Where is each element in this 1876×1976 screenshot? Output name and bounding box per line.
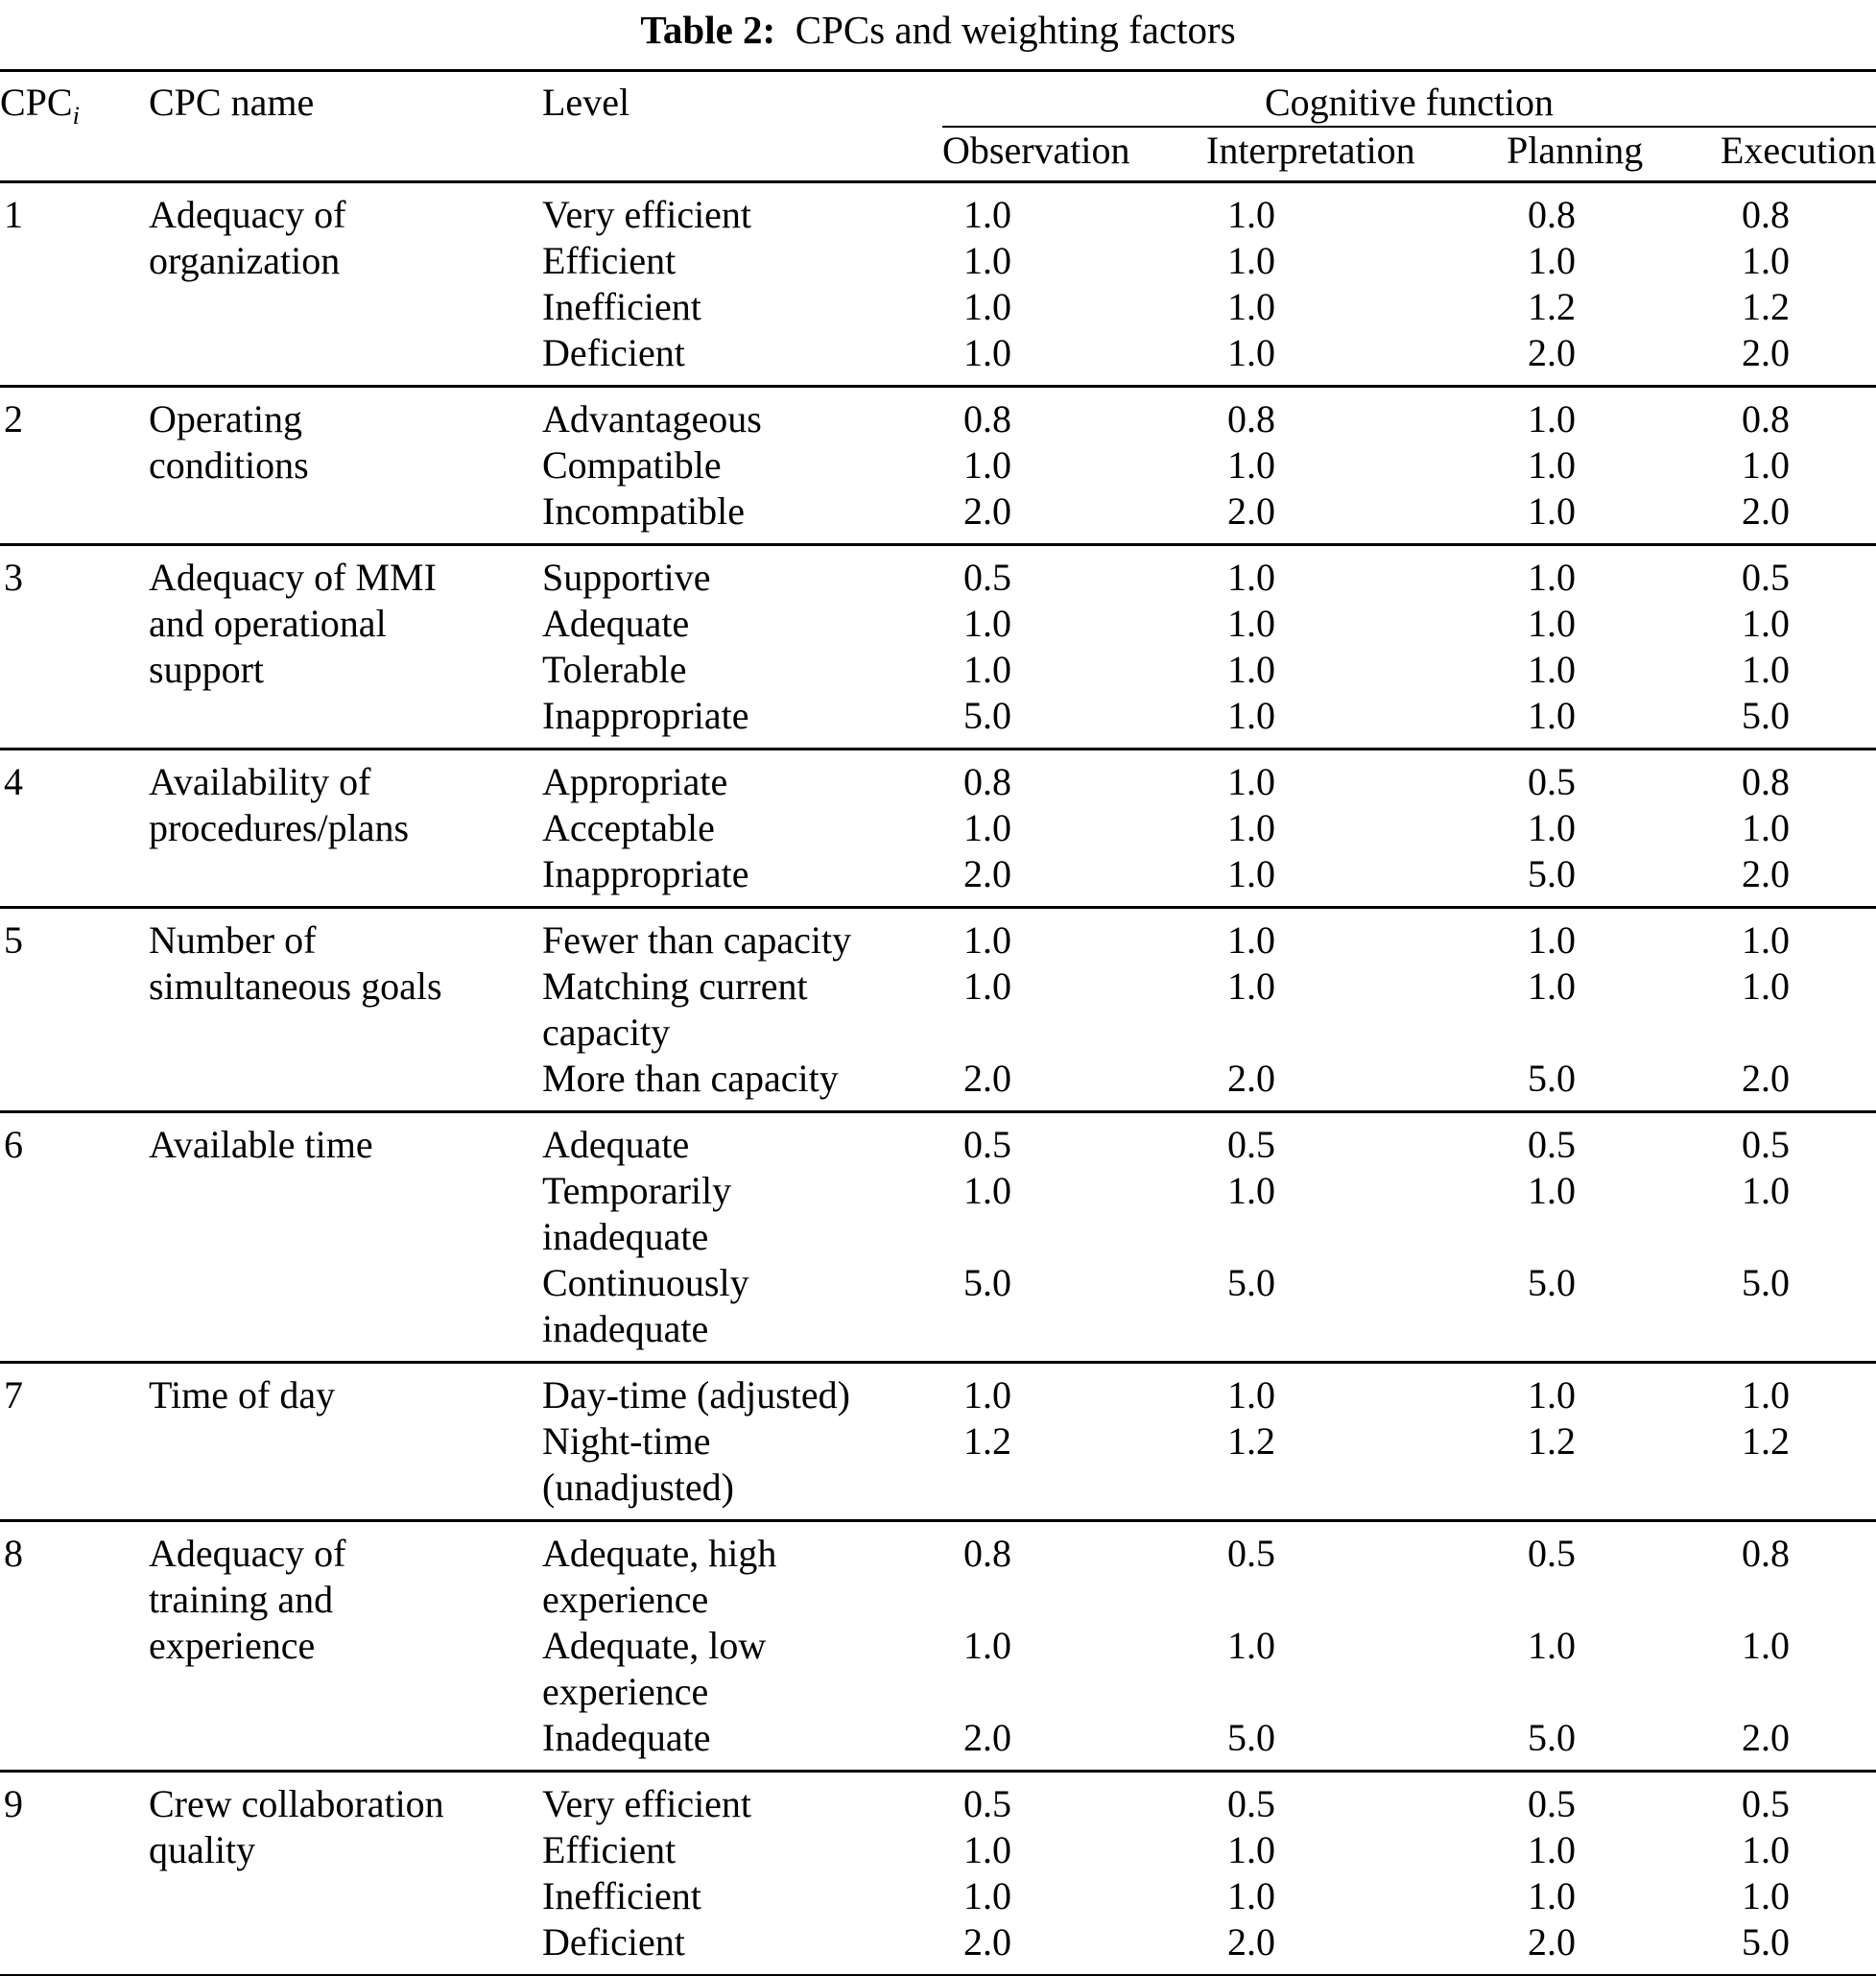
table-caption (0, 0, 1876, 69)
level-cell: Deficient (542, 331, 685, 374)
cpc-index-cell: 7 (4, 1373, 23, 1417)
weight-cell-observation: 1.0 (963, 285, 1011, 328)
weight-cell-execution: 0.8 (1742, 193, 1790, 236)
level-cell: Adequate, high experience (542, 1532, 777, 1621)
level-cell: Very efficient (542, 1782, 752, 1825)
weight-cell-planning: 1.0 (1528, 443, 1576, 487)
weight-cell-interpretation: 1.0 (1227, 193, 1275, 236)
cpc-index-cell: 1 (4, 193, 23, 236)
weight-cell-planning: 1.0 (1528, 806, 1576, 849)
weight-cell-observation: 1.0 (963, 964, 1011, 1008)
weight-cell-interpretation: 1.0 (1227, 918, 1275, 962)
cpc-group (0, 182, 1876, 387)
table-caption-label: Table 2: (640, 8, 776, 52)
level-cell: Matching current capacity (542, 964, 808, 1054)
weight-cell-execution: 1.0 (1742, 1373, 1790, 1417)
weight-cell-interpretation: 1.0 (1227, 806, 1275, 849)
weight-cell-planning: 1.0 (1528, 1169, 1576, 1212)
level-cell: Inefficient (542, 285, 701, 328)
weight-cell-observation: 0.8 (963, 397, 1011, 440)
weight-cell-planning: 1.0 (1528, 1828, 1576, 1871)
weight-cell-execution: 1.0 (1742, 964, 1790, 1008)
cpc-name-cell: Adequacy of MMI and operational support (149, 556, 437, 691)
weight-cell-planning: 1.0 (1528, 397, 1576, 440)
weight-cell-execution: 5.0 (1742, 1920, 1790, 1964)
col-header-cpc-name: CPC name (149, 81, 315, 124)
weight-cell-planning: 1.0 (1528, 964, 1576, 1008)
level-cell: Compatible (542, 443, 722, 487)
weight-cell-interpretation: 1.0 (1227, 1624, 1275, 1667)
table-row (0, 1772, 1876, 1828)
caption-spacer (775, 8, 796, 52)
col-header-interpretation: Interpretation (1206, 129, 1415, 172)
weight-cell-interpretation: 1.0 (1227, 1828, 1275, 1871)
cpc-name-cell: Number of simultaneous goals (149, 918, 442, 1008)
level-cell: Temporarily inadequate (542, 1169, 732, 1258)
weight-cell-observation: 2.0 (963, 1920, 1011, 1964)
cpc-name-cell: Available time (149, 1123, 373, 1166)
weight-cell-execution: 1.0 (1742, 443, 1790, 487)
weight-cell-planning: 5.0 (1528, 852, 1576, 895)
level-cell: Inappropriate (542, 694, 749, 737)
weight-cell-execution: 1.0 (1742, 239, 1790, 282)
weight-cell-observation: 1.0 (963, 918, 1011, 962)
weight-cell-planning: 5.0 (1528, 1716, 1576, 1759)
weight-cell-execution: 1.0 (1742, 1874, 1790, 1917)
weight-cell-observation: 0.5 (963, 1123, 1011, 1166)
cpc-index-cell: 4 (4, 760, 23, 803)
weight-cell-observation: 1.0 (963, 806, 1011, 849)
weight-cell-interpretation: 1.0 (1227, 331, 1275, 374)
weight-cell-planning: 5.0 (1528, 1261, 1576, 1304)
cpc-group (0, 1363, 1876, 1521)
weight-cell-execution: 1.0 (1742, 806, 1790, 849)
level-cell: Night-time (unadjusted) (542, 1419, 734, 1509)
weight-cell-planning: 2.0 (1528, 331, 1576, 374)
cpc-group (0, 908, 1876, 1112)
weight-cell-interpretation: 1.0 (1227, 1874, 1275, 1917)
weight-cell-interpretation: 1.0 (1227, 239, 1275, 282)
weight-cell-planning: 0.8 (1528, 193, 1576, 236)
weight-cell-observation: 1.0 (963, 1373, 1011, 1417)
weight-cell-execution: 1.0 (1742, 918, 1790, 962)
weight-cell-observation: 1.0 (963, 1828, 1011, 1871)
weight-cell-planning: 5.0 (1528, 1057, 1576, 1100)
level-cell: Adequate (542, 602, 690, 645)
weight-cell-execution: 2.0 (1742, 331, 1790, 374)
col-header-level: Level (542, 81, 630, 124)
table-row (0, 387, 1876, 443)
cpc-name-cell: Adequacy of organization (149, 193, 346, 282)
table-row (0, 1363, 1876, 1419)
weight-cell-interpretation: 1.0 (1227, 760, 1275, 803)
weight-cell-observation: 1.0 (963, 443, 1011, 487)
weight-cell-interpretation: 1.0 (1227, 964, 1275, 1008)
level-cell: Inefficient (542, 1874, 701, 1917)
weight-cell-observation: 0.5 (963, 1782, 1011, 1825)
weight-cell-observation: 5.0 (963, 1261, 1011, 1304)
weight-cell-planning: 1.2 (1528, 285, 1576, 328)
level-cell: Continuously inadequate (542, 1261, 749, 1350)
weight-cell-observation: 1.0 (963, 1874, 1011, 1917)
weight-cell-interpretation: 1.0 (1227, 852, 1275, 895)
level-cell: Inappropriate (542, 852, 749, 895)
cpc-group (0, 545, 1876, 750)
table-row (0, 1521, 1876, 1624)
weight-cell-observation: 0.8 (963, 1532, 1011, 1575)
table-header (0, 71, 1876, 182)
weight-cell-observation: 1.0 (963, 193, 1011, 236)
col-header-cognitive-function: Cognitive function (942, 71, 1876, 128)
weight-cell-observation: 1.0 (963, 1169, 1011, 1212)
cpc-name-cell: Adequacy of training and experience (149, 1532, 346, 1667)
weight-cell-execution: 2.0 (1742, 1716, 1790, 1759)
weight-cell-interpretation: 1.0 (1227, 285, 1275, 328)
weight-cell-interpretation: 1.0 (1227, 443, 1275, 487)
weight-cell-planning: 1.0 (1528, 694, 1576, 737)
cpc-index-cell: 6 (4, 1123, 23, 1166)
weight-cell-observation: 1.0 (963, 648, 1011, 691)
cpc-name-cell: Availability of procedures/plans (149, 760, 410, 849)
weight-cell-execution: 1.0 (1742, 602, 1790, 645)
weight-cell-interpretation: 0.5 (1227, 1532, 1275, 1575)
weight-cell-planning: 0.5 (1528, 1123, 1576, 1166)
cpc-group (0, 750, 1876, 908)
cpc-group (0, 1112, 1876, 1363)
weight-cell-execution: 1.2 (1742, 285, 1790, 328)
weight-cell-planning: 0.5 (1528, 1782, 1576, 1825)
weight-cell-execution: 1.0 (1742, 1828, 1790, 1871)
col-header-observation: Observation (942, 129, 1130, 172)
weight-cell-interpretation: 2.0 (1227, 1920, 1275, 1964)
weight-cell-planning: 0.5 (1528, 760, 1576, 803)
col-header-planning: Planning (1507, 129, 1644, 172)
weight-cell-planning: 0.5 (1528, 1532, 1576, 1575)
cpc-index-cell: 3 (4, 556, 23, 599)
level-cell: Advantageous (542, 397, 762, 440)
col-header-execution: Execution (1721, 129, 1876, 172)
weight-cell-observation: 0.5 (963, 556, 1011, 599)
weight-cell-interpretation: 2.0 (1227, 1057, 1275, 1100)
weight-cell-interpretation: 5.0 (1227, 1261, 1275, 1304)
level-cell: Incompatible (542, 489, 746, 533)
weight-cell-observation: 1.0 (963, 239, 1011, 282)
cpc-group (0, 1772, 1876, 1976)
level-cell: Appropriate (542, 760, 728, 803)
weight-cell-observation: 0.8 (963, 760, 1011, 803)
col-header-cpc-base: CPC (0, 81, 73, 124)
weight-cell-execution: 0.5 (1742, 1123, 1790, 1166)
weight-cell-observation: 1.0 (963, 1624, 1011, 1667)
weight-cell-execution: 1.0 (1742, 648, 1790, 691)
weight-cell-planning: 2.0 (1528, 1920, 1576, 1964)
weight-cell-planning: 1.0 (1528, 239, 1576, 282)
table-row (0, 182, 1876, 239)
weight-cell-planning: 1.0 (1528, 918, 1576, 962)
weight-cell-execution: 1.0 (1742, 1624, 1790, 1667)
weight-cell-planning: 1.0 (1528, 489, 1576, 533)
level-cell: Deficient (542, 1920, 685, 1964)
weight-cell-observation: 2.0 (963, 852, 1011, 895)
weight-cell-interpretation: 1.2 (1227, 1419, 1275, 1463)
weight-cell-interpretation: 1.0 (1227, 556, 1275, 599)
table-row (0, 1112, 1876, 1169)
weight-cell-interpretation: 0.8 (1227, 397, 1275, 440)
level-cell: Acceptable (542, 806, 715, 849)
weight-cell-planning: 1.0 (1528, 1624, 1576, 1667)
weight-cell-observation: 5.0 (963, 694, 1011, 737)
level-cell: Day-time (adjusted) (542, 1373, 850, 1417)
weight-cell-observation: 2.0 (963, 1716, 1011, 1759)
table-row (0, 750, 1876, 806)
weight-cell-planning: 1.0 (1528, 1373, 1576, 1417)
weight-cell-planning: 1.0 (1528, 556, 1576, 599)
weight-cell-execution: 2.0 (1742, 852, 1790, 895)
weight-cell-execution: 0.8 (1742, 397, 1790, 440)
cpc-name-cell: Time of day (149, 1373, 336, 1417)
level-cell: Supportive (542, 556, 711, 599)
weight-cell-interpretation: 1.0 (1227, 1169, 1275, 1212)
table-row (0, 908, 1876, 964)
weight-cell-interpretation: 1.0 (1227, 602, 1275, 645)
level-cell: Very efficient (542, 193, 752, 236)
weight-cell-execution: 0.8 (1742, 760, 1790, 803)
weight-cell-execution: 1.2 (1742, 1419, 1790, 1463)
weight-cell-execution: 1.0 (1742, 1169, 1790, 1212)
weight-cell-planning: 1.2 (1528, 1419, 1576, 1463)
weight-cell-interpretation: 1.0 (1227, 1373, 1275, 1417)
weight-cell-observation: 1.0 (963, 602, 1011, 645)
level-cell: Adequate (542, 1123, 690, 1166)
cpc-name-cell: Crew collaboration quality (149, 1782, 444, 1871)
weight-cell-execution: 2.0 (1742, 1057, 1790, 1100)
weight-cell-execution: 0.5 (1742, 556, 1790, 599)
weight-cell-planning: 1.0 (1528, 648, 1576, 691)
level-cell: Adequate, low experience (542, 1624, 767, 1713)
weight-cell-planning: 1.0 (1528, 602, 1576, 645)
table-caption-text: CPCs and weighting factors (795, 8, 1236, 52)
level-cell: Efficient (542, 1828, 677, 1871)
weight-cell-interpretation: 5.0 (1227, 1716, 1275, 1759)
level-cell: Tolerable (542, 648, 687, 691)
weight-cell-observation: 2.0 (963, 1057, 1011, 1100)
weight-cell-observation: 1.0 (963, 331, 1011, 374)
weight-cell-interpretation: 0.5 (1227, 1123, 1275, 1166)
table-row (0, 545, 1876, 602)
cpc-weighting-table (0, 69, 1876, 1976)
cpc-index-cell: 2 (4, 397, 23, 440)
weight-cell-interpretation: 2.0 (1227, 489, 1275, 533)
weight-cell-execution: 0.8 (1742, 1532, 1790, 1575)
cpc-index-cell: 8 (4, 1532, 23, 1575)
weight-cell-execution: 0.5 (1742, 1782, 1790, 1825)
weight-cell-interpretation: 0.5 (1227, 1782, 1275, 1825)
level-cell: Fewer than capacity (542, 918, 852, 962)
cpc-group (0, 1521, 1876, 1772)
weight-cell-execution: 2.0 (1742, 489, 1790, 533)
cpc-index-cell: 9 (4, 1782, 23, 1825)
weight-cell-observation: 2.0 (963, 489, 1011, 533)
cpc-name-cell: Operating conditions (149, 397, 309, 487)
level-cell: Efficient (542, 239, 677, 282)
cpc-group (0, 387, 1876, 545)
level-cell: Inadequate (542, 1716, 711, 1759)
weight-cell-execution: 5.0 (1742, 694, 1790, 737)
col-header-cpc-index (0, 71, 149, 182)
weight-cell-observation: 1.2 (963, 1419, 1011, 1463)
col-header-cpc-subscript: i (72, 101, 80, 130)
level-cell: More than capacity (542, 1057, 839, 1100)
weight-cell-interpretation: 1.0 (1227, 648, 1275, 691)
weight-cell-execution: 5.0 (1742, 1261, 1790, 1304)
weight-cell-planning: 1.0 (1528, 1874, 1576, 1917)
cpc-index-cell: 5 (4, 918, 23, 962)
weight-cell-interpretation: 1.0 (1227, 694, 1275, 737)
header-row-top (0, 71, 1876, 128)
